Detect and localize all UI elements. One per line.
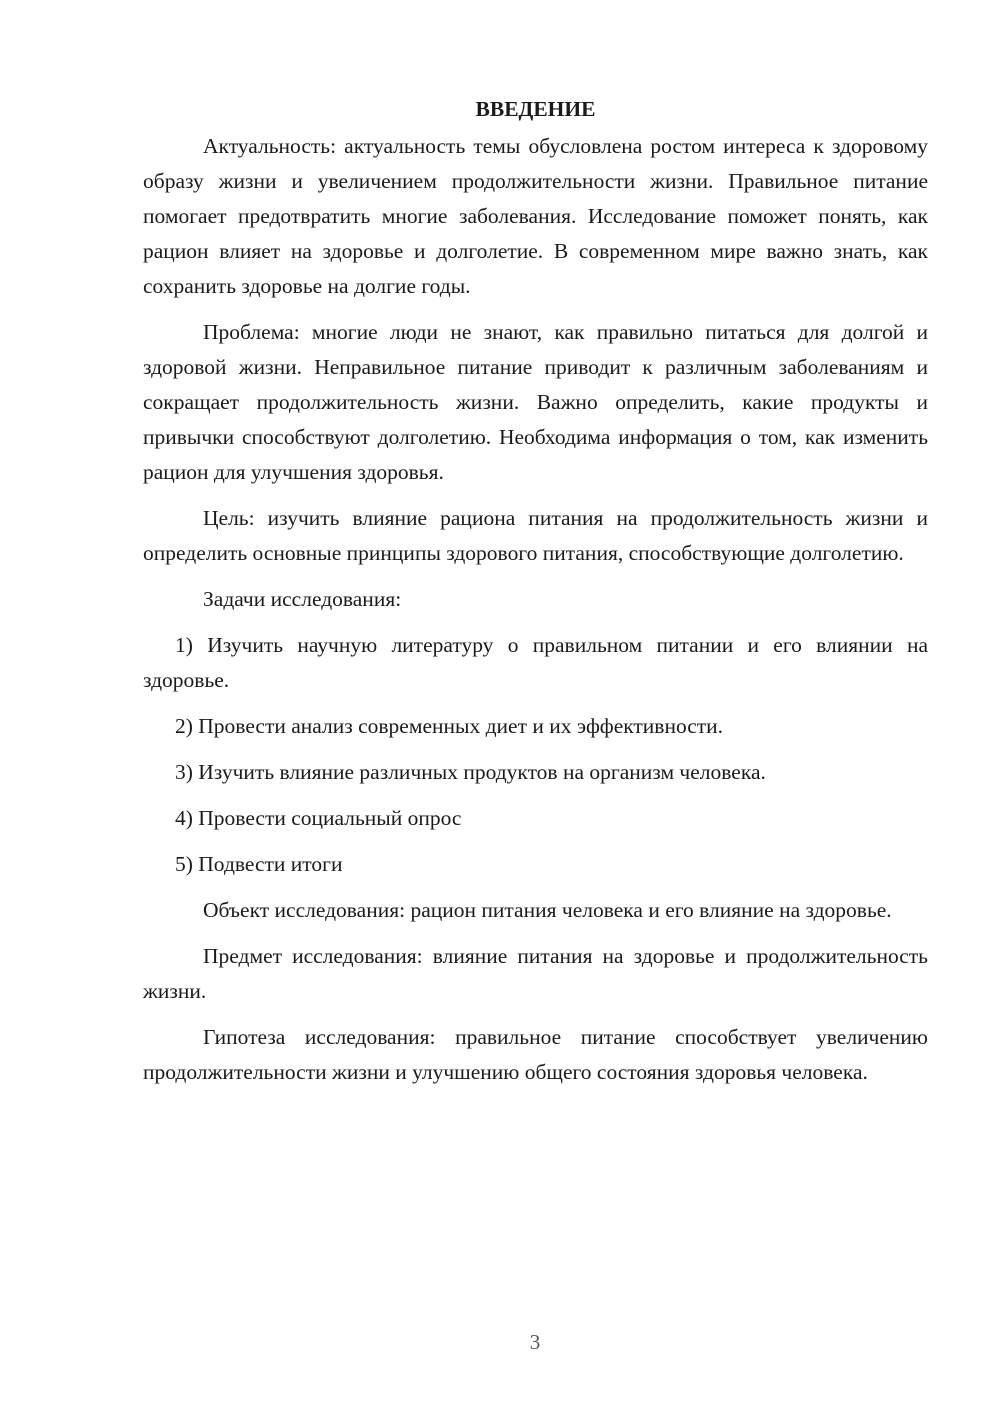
object-paragraph: Объект исследования: рацион питания человека и его влияние на здоровье.: [203, 898, 892, 922]
subject-paragraph: Предмет исследования: влияние питания на здоровье и продолжительность жизни.: [143, 944, 928, 1003]
task-item: 4) Провести социальный опрос: [175, 806, 462, 830]
problem-paragraph: Проблема: многие люди не знают, как правильно питаться для долгой и здоровой жизни. Неправильное питание приводит к различным заболеваниям и сокращает продолжительность жизни. Важно определить, какие продукты и привычки способствуют долголетию. Необходима информация о том, как изменить рацион для улучшения здоровья.: [143, 320, 928, 484]
task-item: 3) Изучить влияние различных продуктов на организм человека.: [175, 760, 766, 784]
goal-paragraph: Цель: изучить влияние рациона питания на продолжительность жизни и определить основные принципы здорового питания, способствующие долголетию.: [143, 506, 928, 565]
task-item: 2) Провести анализ современных диет и их эффективности.: [175, 714, 724, 738]
page-title: ВВЕДЕНИЕ: [475, 97, 596, 121]
tasks-list: [143, 628, 928, 882]
hypothesis-paragraph: Гипотеза исследования: правильное питание способствует увеличению продолжительности жизни и улучшению общего состояния здоровья человека.: [143, 1025, 928, 1084]
relevance-paragraph: Актуальность: актуальность темы обусловлена ростом интереса к здоровому образу жизни и увеличением продолжительности жизни. Правильное питание помогает предотвратить многие заболевания. Исследование поможет понять, как рацион влияет на здоровье и долголетие. В современном мире важно знать, как сохранить здоровье на долгие годы.: [143, 134, 928, 298]
task-item: 5) Подвести итоги: [175, 852, 343, 876]
task-item: 1) Изучить научную литературу о правильном питании и его влиянии на здоровье.: [143, 633, 928, 692]
page-number: 3: [529, 1330, 541, 1354]
tasks-heading: Задачи исследования:: [203, 587, 402, 611]
document-page: [143, 92, 928, 1101]
